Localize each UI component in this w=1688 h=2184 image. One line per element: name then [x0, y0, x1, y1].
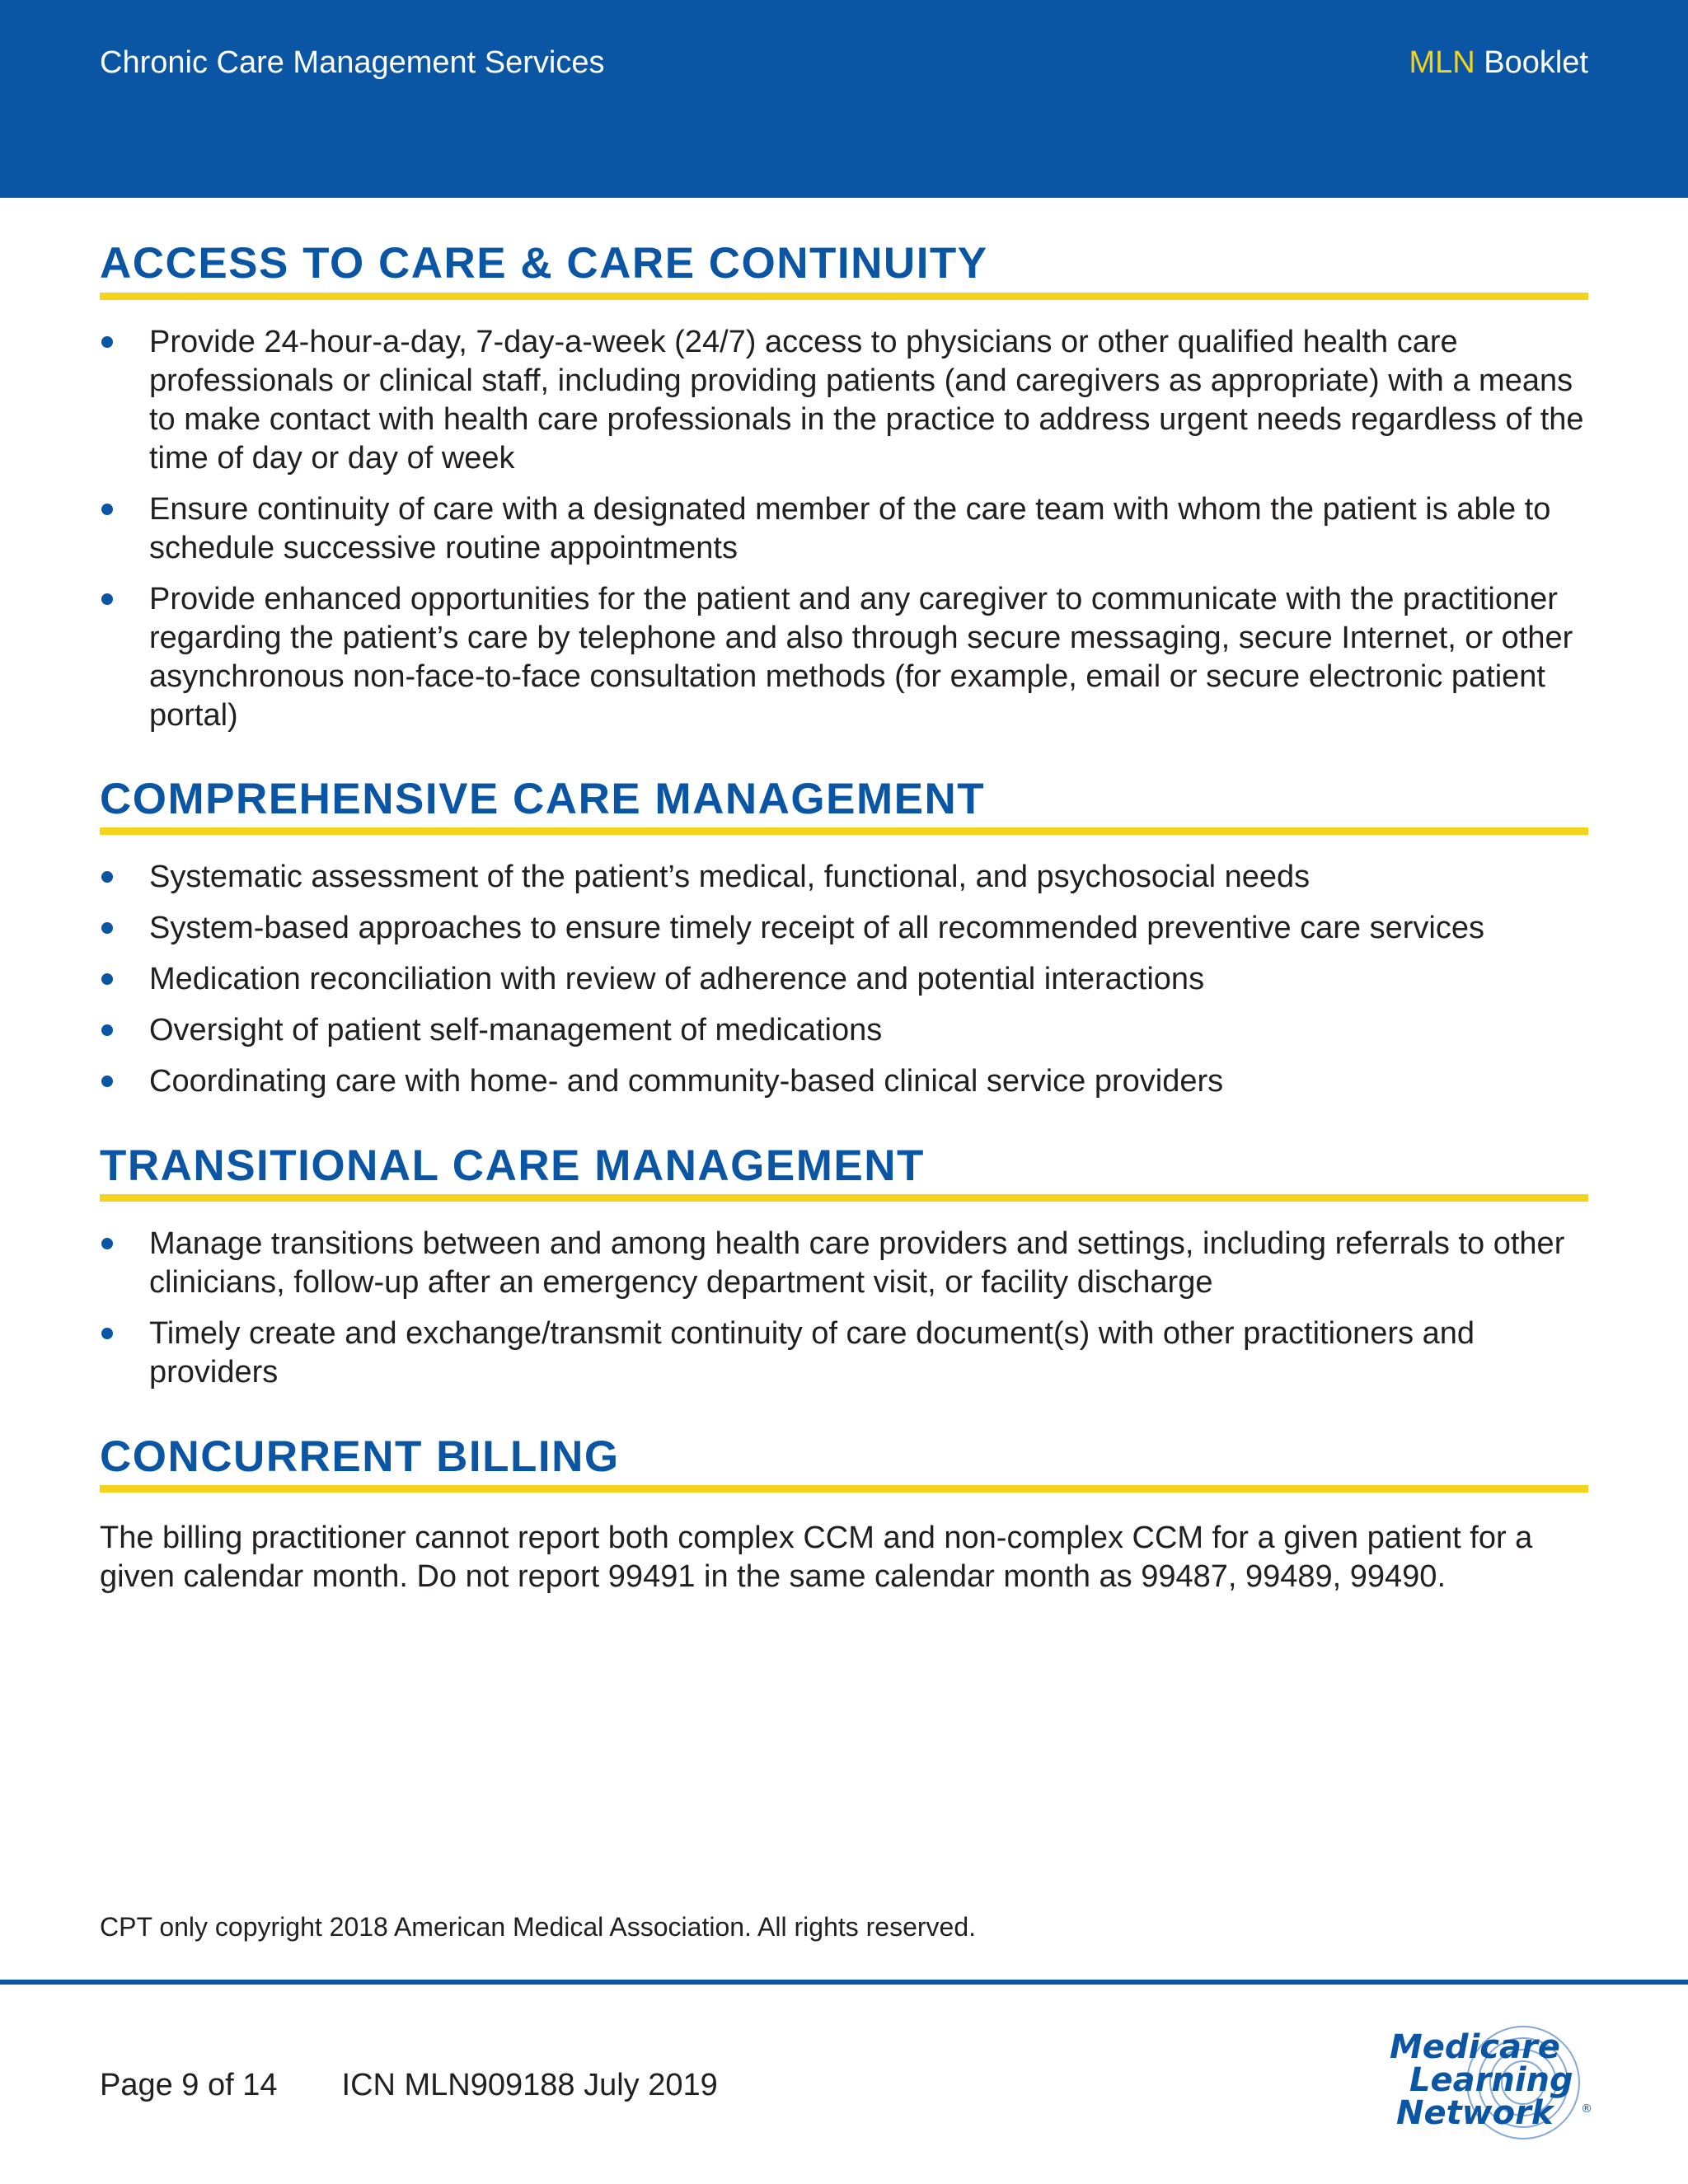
booklet-suffix: Booklet [1475, 45, 1588, 80]
bullet-list-comprehensive [100, 858, 1588, 1113]
mln-label: MLN [1409, 45, 1475, 80]
list-item-text: Manage transitions between and among health care providers and settings, including referrals to other clinicians, follow-up after an emergency department visit, or facility discharge [149, 1226, 1565, 1300]
copyright-notice: CPT only copyright 2018 American Medical Association. All rights reserved. [100, 1912, 977, 1942]
list-item-text: Oversight of patient self-management of medications [149, 1013, 883, 1047]
footer-page-info [100, 2065, 718, 2105]
list-item [100, 1062, 1588, 1101]
booklet-label [1409, 43, 1588, 82]
section-title-billing: CONCURRENT BILLING [100, 1432, 620, 1481]
footer-divider [0, 1980, 1688, 1985]
section-title-transitional: TRANSITIONAL CARE MANAGEMENT [100, 1141, 925, 1190]
list-item [100, 858, 1588, 897]
bullet-dot-icon [101, 1024, 113, 1036]
list-item-text: Provide 24-hour-a-day, 7-day-a-week (24/7) access to physicians or other qualified health care professionals or clinical staff, including providing patients (and caregivers as appropriate) with a means to make contact with health care professionals in the practice to address urgent needs regardless of the time of day or day of week [149, 325, 1584, 476]
bullet-list-transitional [100, 1225, 1588, 1404]
list-item [100, 909, 1588, 948]
list-item [100, 960, 1588, 999]
medicare-learning-network-logo [1385, 2015, 1599, 2155]
logo-line-1: Medicare [1390, 2028, 1560, 2066]
bullet-dot-icon [101, 336, 113, 348]
list-item-text: Provide enhanced opportunities for the patient and any caregiver to communicate with the practitioner regarding the patient’s care by telephone and also through secure messaging, secure Internet, or other asynchronous non-face-to-face consultation methods (for example, email or secure electronic patient portal) [149, 582, 1573, 733]
section-rule [100, 1485, 1588, 1493]
list-item [100, 1315, 1588, 1392]
page-header [0, 0, 1688, 198]
document-title: Chronic Care Management Services [100, 45, 605, 80]
list-item-text: System-based approaches to ensure timely receipt of all recommended preventive care services [149, 911, 1484, 945]
list-item [100, 1225, 1588, 1302]
list-item [100, 580, 1588, 735]
list-item-text: Medication reconciliation with review of adherence and potential interactions [149, 962, 1205, 996]
bullet-dot-icon [101, 1238, 113, 1249]
section-rule [100, 1194, 1588, 1202]
section-title-access: ACCESS TO CARE & CARE CONTINUITY [100, 239, 988, 288]
page-number: Page 9 of 14 [100, 2068, 278, 2102]
list-item [100, 323, 1588, 478]
logo-line-3: Network [1396, 2094, 1554, 2132]
section-title-comprehensive: COMPREHENSIVE CARE MANAGEMENT [100, 775, 986, 823]
section-rule [100, 293, 1588, 300]
list-item-text: Coordinating care with home- and community-based clinical service providers [149, 1064, 1224, 1099]
bullet-dot-icon [101, 593, 113, 605]
bullet-dot-icon [101, 1328, 113, 1339]
bullet-list-access [100, 323, 1588, 748]
list-item [100, 490, 1588, 568]
icn-number: ICN MLN909188 July 2019 [341, 2068, 718, 2102]
list-item-text: Systematic assessment of the patient’s medical, functional, and psychosocial needs [149, 860, 1311, 894]
bullet-dot-icon [101, 1076, 113, 1087]
section-rule [100, 827, 1588, 835]
bullet-dot-icon [101, 973, 113, 985]
billing-paragraph: The billing practitioner cannot report both complex CCM and non-complex CCM for a given patient for a given calendar month. Do not report 99491 in the same calendar month as 99487, 99489, 99490. [100, 1521, 1533, 1594]
bullet-dot-icon [101, 871, 113, 883]
bullet-dot-icon [101, 504, 113, 515]
registered-mark: ® [1581, 2102, 1592, 2116]
logo-line-2: Learning [1409, 2061, 1573, 2099]
list-item-text: Timely create and exchange/transmit continuity of care document(s) with other practitioners and providers [149, 1316, 1475, 1390]
list-item-text: Ensure continuity of care with a designated member of the care team with whom the patient is able to schedule successive routine appointments [149, 492, 1551, 565]
list-item [100, 1011, 1588, 1050]
bullet-dot-icon [101, 922, 113, 934]
